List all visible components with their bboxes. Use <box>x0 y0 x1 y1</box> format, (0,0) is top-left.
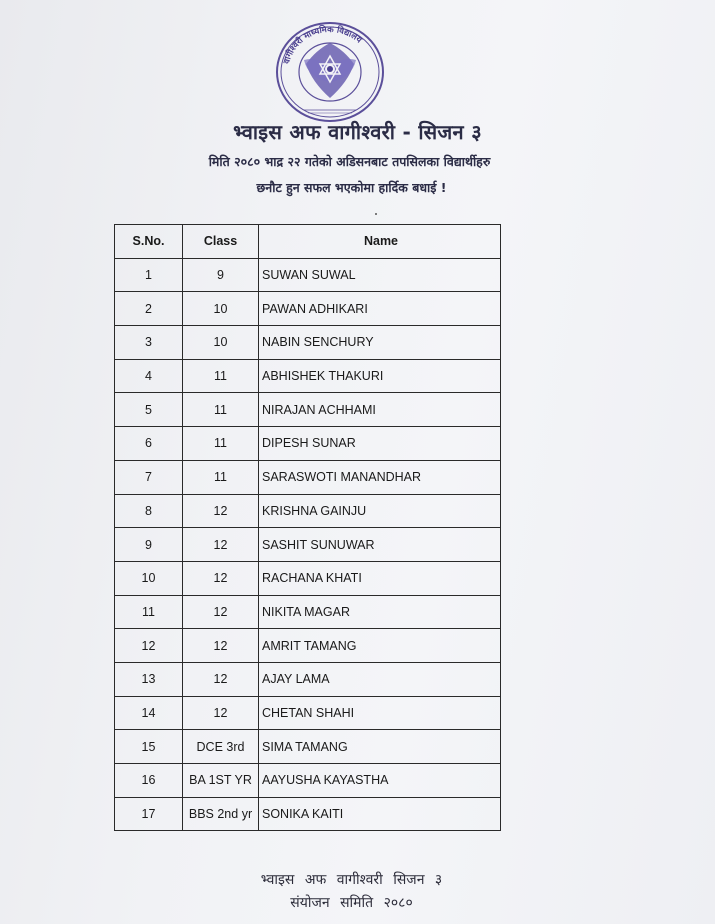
cell-name: NIKITA MAGAR <box>259 595 501 629</box>
table-row <box>115 528 501 562</box>
cell-name: SARASWOTI MANANDHAR <box>259 460 501 494</box>
cell-name: NABIN SENCHURY <box>259 326 501 360</box>
cell-class: 12 <box>183 629 259 663</box>
table-row <box>115 292 501 326</box>
table-row <box>115 393 501 427</box>
table-row <box>115 797 501 831</box>
cell-class: 9 <box>183 258 259 292</box>
cell-name: SIMA TAMANG <box>259 730 501 764</box>
cell-sno: 15 <box>115 730 183 764</box>
footer-line-1: भ्वाइस अफ वागीश्वरी सिजन ३ <box>260 872 443 888</box>
cell-name: SASHIT SUNUWAR <box>259 528 501 562</box>
cell-sno: 16 <box>115 764 183 798</box>
column-header-class: Class <box>183 225 259 259</box>
footer-line-2: संयोजन समिति २०८० <box>290 895 413 911</box>
table-row <box>115 595 501 629</box>
cell-sno: 13 <box>115 662 183 696</box>
table-row <box>115 696 501 730</box>
table-row <box>115 730 501 764</box>
cell-sno: 10 <box>115 561 183 595</box>
cell-sno: 17 <box>115 797 183 831</box>
cell-name: RACHANA KHATI <box>259 561 501 595</box>
cell-name: KRISHNA GAINJU <box>259 494 501 528</box>
selected-students-table <box>114 224 501 831</box>
cell-class: BA 1ST YR <box>183 764 259 798</box>
cell-sno: 6 <box>115 427 183 461</box>
page-title: भ्वाइस अफ वागीश्वरी - सिजन ३ <box>233 120 482 144</box>
cell-sno: 7 <box>115 460 183 494</box>
table-row <box>115 662 501 696</box>
subtitle-line-1: मिति २०८० भाद्र २२ गतेको अडिसनबाट तपसिलका विद्यार्थीहरु <box>208 154 491 169</box>
table-row <box>115 258 501 292</box>
table-row <box>115 326 501 360</box>
cell-class: 12 <box>183 662 259 696</box>
cell-class: 12 <box>183 494 259 528</box>
cell-sno: 3 <box>115 326 183 360</box>
cell-sno: 9 <box>115 528 183 562</box>
decorative-dot <box>375 213 377 215</box>
cell-name: SUWAN SUWAL <box>259 258 501 292</box>
cell-class: 12 <box>183 528 259 562</box>
cell-class: 11 <box>183 427 259 461</box>
table-row <box>115 427 501 461</box>
cell-sno: 14 <box>115 696 183 730</box>
cell-class: 12 <box>183 696 259 730</box>
cell-class: 11 <box>183 460 259 494</box>
column-header-sno: S.No. <box>115 225 183 259</box>
table-row <box>115 764 501 798</box>
cell-class: 12 <box>183 561 259 595</box>
cell-sno: 4 <box>115 359 183 393</box>
cell-class: DCE 3rd <box>183 730 259 764</box>
cell-sno: 1 <box>115 258 183 292</box>
table-row <box>115 629 501 663</box>
cell-sno: 11 <box>115 595 183 629</box>
cell-class: BBS 2nd yr <box>183 797 259 831</box>
cell-sno: 5 <box>115 393 183 427</box>
table-row <box>115 561 501 595</box>
column-header-name: Name <box>259 225 501 259</box>
seal-text: वागीश्वरी माध्यमिक विद्यालय <box>281 24 364 66</box>
cell-name: CHETAN SHAHI <box>259 696 501 730</box>
table-row <box>115 494 501 528</box>
cell-class: 12 <box>183 595 259 629</box>
cell-name: AMRIT TAMANG <box>259 629 501 663</box>
table-row <box>115 359 501 393</box>
cell-class: 11 <box>183 359 259 393</box>
cell-name: DIPESH SUNAR <box>259 427 501 461</box>
subtitle-line-2: छनौट हुन सफल भएकोमा हार्दिक बधाई ! <box>256 180 447 195</box>
cell-name: ABHISHEK THAKURI <box>259 359 501 393</box>
cell-sno: 2 <box>115 292 183 326</box>
table-row <box>115 460 501 494</box>
cell-class: 10 <box>183 326 259 360</box>
cell-name: SONIKA KAITI <box>259 797 501 831</box>
cell-name: PAWAN ADHIKARI <box>259 292 501 326</box>
cell-class: 10 <box>183 292 259 326</box>
organization-seal-icon <box>274 20 386 124</box>
cell-class: 11 <box>183 393 259 427</box>
cell-sno: 12 <box>115 629 183 663</box>
cell-name: NIRAJAN ACHHAMI <box>259 393 501 427</box>
table-header-row <box>115 225 501 259</box>
cell-sno: 8 <box>115 494 183 528</box>
cell-name: AJAY LAMA <box>259 662 501 696</box>
cell-name: AAYUSHA KAYASTHA <box>259 764 501 798</box>
